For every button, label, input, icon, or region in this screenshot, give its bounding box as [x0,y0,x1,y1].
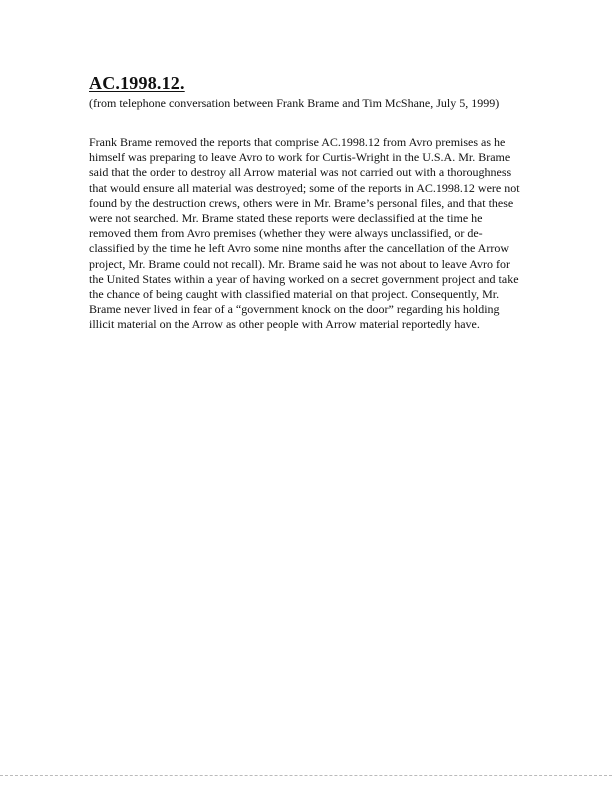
body-line: the chance of being caught with classified material on that project. Consequently, Mr. [89,287,500,302]
body-line: found by the destruction crews, others were in Mr. Brame’s personal files, and that these [89,195,514,210]
body-line: Frank Brame removed the reports that comprise AC.1998.12 from Avro premises as he [89,135,506,149]
body-line: Brame never lived in fear of a “government knock on the door” regarding his holding [89,302,500,317]
body-line: were not searched. Mr. Brame stated these reports were declassified at the time he [89,211,483,226]
body-line: removed them from Avro premises (whether they were always unclassified, or de- [89,226,483,241]
body-line: project, Mr. Brame could not recall). Mr. Brame said he was not about to leave Avro for [89,256,510,271]
body-line: classified by the time he left Avro some nine months after the cancellation of the Arrow [89,241,509,256]
body-line: illicit material on the Arrow as other people with Arrow material reportedly have. [89,317,480,332]
body-line: that would ensure all material was destroyed; some of the reports in AC.1998.12 were not [89,180,520,195]
document-subtitle: (from telephone conversation between Frank Brame and Tim McShane, July 5, 1999) [89,96,500,110]
body-line: said that the order to destroy all Arrow material was not carried out with a thoroughness [89,165,512,180]
body-line: the United States within a year of having worked on a secret government project and take [89,271,519,286]
scan-edge-divider [0,775,612,776]
document-body [89,135,549,333]
document-heading: AC.1998.12. [89,73,185,93]
body-line: himself was preparing to leave Avro to work for Curtis-Wright in the U.S.A. Mr. Brame [89,150,511,165]
